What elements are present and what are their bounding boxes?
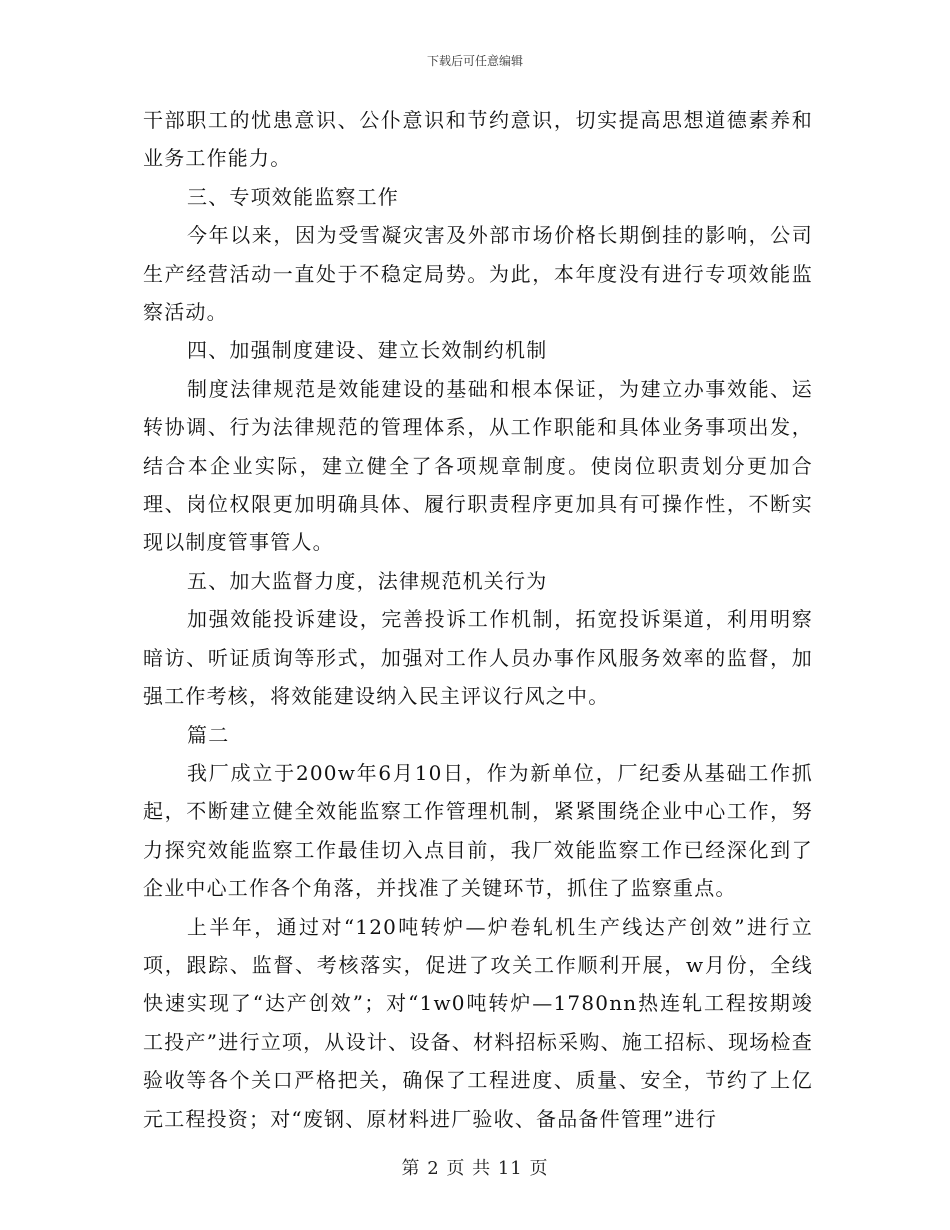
page-header: 下载后可任意编辑: [426, 54, 523, 68]
page-number: 第 2 页 共 11 页: [401, 1158, 549, 1179]
section-heading: 篇二: [187, 722, 230, 747]
paragraph: 我厂成立于200w年6月10日，作为新单位，厂纪委从基础工作抓起，不断建立健全效能监察工作管理机制，紧紧围绕企业中心工作，努力探究效能监察工作最佳切入点目前，我厂效能监察工作已经深化到了企业中心工作各个角落，并找准了关键环节，抓住了监察重点。: [143, 760, 813, 901]
section-heading: 四、加强制度建设、建立长效制约机制: [187, 338, 548, 363]
paragraph: 上半年，通过对“120吨转炉—炉卷轧机生产线达产创效”进行立项，跟踪、监督、考核落实，促进了攻关工作顺利开展，w月份，全线快速实现了“达产创效”；对“1w0吨转炉—1780nn热连轧工程按期竣工投产”进行立项，从设计、设备、材料招标采购、施工招标、现场检查验收等各个关口严格把关，确保了工程进度、质量、安全，节约了上亿元工程投资；对“废钢、原材料进厂验收、备品备件管理”进行: [143, 914, 813, 1131]
paragraph: 今年以来，因为受雪凝灾害及外部市场价格长期倒挂的影响，公司生产经营活动一直处于不稳定局势。为此，本年度没有进行专项效能监察活动。: [143, 223, 813, 325]
paragraph: 干部职工的忧患意识、公仆意识和节约意识，切实提高思想道德素养和业务工作能力。: [143, 108, 813, 171]
section-heading: 五、加大监督力度，法律规范机关行为: [187, 568, 548, 593]
paragraph: 制度法律规范是效能建设的基础和根本保证，为建立办事效能、运转协调、行为法律规范的管理体系，从工作职能和具体业务事项出发，结合本企业实际，建立健全了各项规章制度。使岗位职责划分更加合理、岗位权限更加明确具体、履行职责程序更加具有可操作性，不断实现以制度管事管人。: [143, 376, 813, 555]
paragraph: 加强效能投诉建设，完善投诉工作机制，拓宽投诉渠道，利用明察暗访、听证质询等形式，加强对工作人员办事作风服务效率的监督，加强工作考核，将效能建设纳入民主评议行风之中。: [143, 607, 813, 709]
document-body: [143, 101, 813, 1138]
section-heading: 三、专项效能监察工作: [187, 184, 399, 209]
